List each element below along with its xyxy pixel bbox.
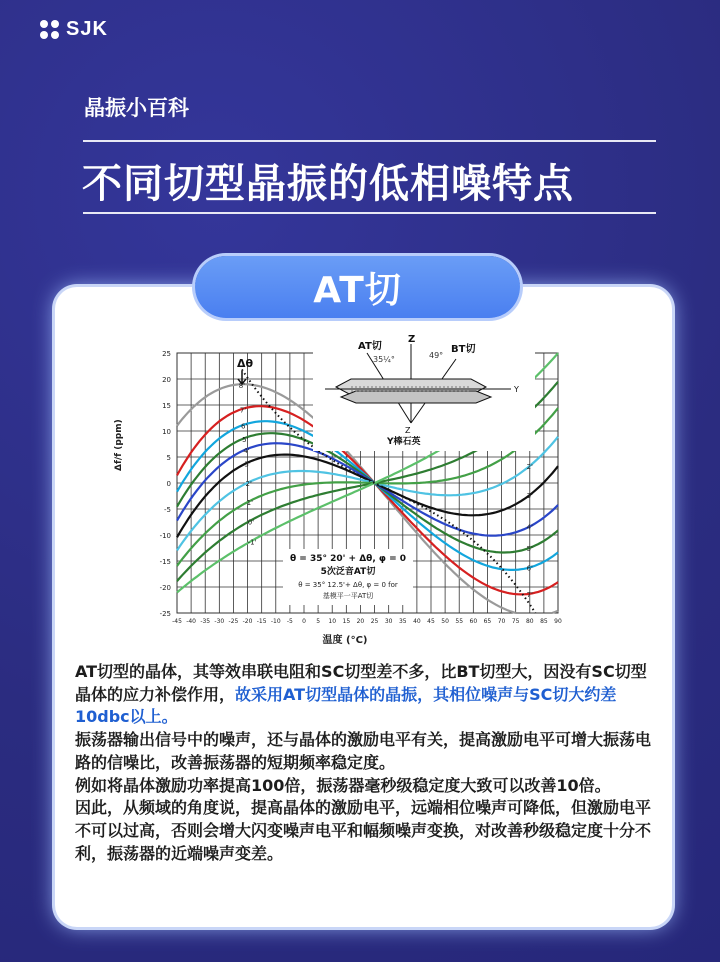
y-tick-label: 5 [166,454,171,462]
body-paragraph-1: AT切型的晶体，其等效串联电阻和SC切型差不多，比BT切型大，因没有SC切型晶体的应力补偿作用，故采用AT切型晶体的晶振，其相位噪声与SC切大约差10dbc以上。 [75,662,647,727]
curve-label-right: 6' [526,564,533,573]
x-tick-label: -10 [270,618,281,625]
x-tick-label: 40 [413,618,421,625]
x-tick-label: 65 [483,618,492,625]
series-subtitle: 晶振小百科 [84,96,189,120]
chart-ylabel: Δf/f (ppm) [114,419,124,471]
inset-bottom-label: Y棒石英 [387,437,421,447]
at-cut-frequency-temperature-chart [111,331,579,650]
x-tick-label: 10 [328,618,337,625]
x-tick-label: 85 [540,618,548,625]
crystal-cut-inset [313,333,535,451]
x-tick-label: 80 [525,618,534,625]
section-tab [195,256,520,318]
chart-annotation-box [283,549,413,605]
top-divider [83,140,656,142]
x-tick-label: 25 [370,618,379,625]
x-tick-label: 35 [398,618,407,625]
x-tick-label: 30 [384,618,393,625]
curve-label-left: 3' [244,460,251,469]
y-tick-label: 15 [162,402,171,410]
x-tick-label: 75 [511,618,520,625]
curve-label-left: 7' [239,406,247,415]
inset-z-bottom: Z [405,426,411,435]
chart-xlabel: 温度 (°C) [322,635,368,646]
body-text [75,661,655,865]
bottom-divider [83,212,656,214]
x-tick-label: 45 [427,618,435,625]
curve-label-right: 2' [526,462,533,471]
x-tick-label: -30 [214,618,225,625]
x-tick-label: 0 [302,618,306,625]
inset-y-axis: Y [514,385,519,394]
x-tick-label: 5 [316,618,321,625]
page-title: 不同切型晶振的低相噪特点 [82,161,574,207]
curve-label-right: 3' [526,491,533,500]
delta-theta-label: Δθ [237,357,254,370]
body-paragraph-2: 振荡器输出信号中的噪声，还与晶体的激励电平有关，提高激励电平可增大振荡电路的信噪比，改善振荡器的短期频率稳定度。 [75,730,652,772]
y-tick-label: -20 [159,584,171,592]
logo-icon [40,20,60,40]
curve-label-left: 0' [247,518,255,527]
y-tick-label: -5 [164,506,171,514]
y-tick-label: -15 [159,558,171,566]
curve-label-left: 6' [240,422,248,431]
curve-label-left: -1' [247,538,257,547]
curve-label-left: 4' [243,447,250,456]
y-tick-label: -25 [159,610,171,618]
y-tick-label: 20 [162,376,171,384]
brand-logo [40,18,108,41]
x-tick-label: -15 [256,618,267,625]
curve-label-left: 5' [242,435,249,444]
section-tab-label: AT切 [313,269,402,311]
curve-label-right: 4' [526,523,533,532]
inset-z-top: Z [408,334,416,345]
body-paragraph-3: 例如将晶体激励功率提高100倍，振荡器毫秒级稳定度大致可以改善10倍。 [75,775,611,795]
curve-label-right: 7' [526,590,533,599]
y-tick-label: 25 [162,350,171,358]
inset-at-label: AT切 [358,341,382,352]
annotation-line1: θ = 35° 20' + Δθ, φ = 0 [289,554,407,564]
annotation-line3: θ = 35° 12.5'+ Δθ, φ = 0 for [298,581,398,589]
x-tick-label: -20 [242,618,253,625]
x-tick-label: 70 [497,618,506,625]
y-tick-label: 10 [162,428,171,436]
x-tick-label: -25 [228,618,239,625]
body-paragraph-4: 因此，从频域的角度说，提高晶体的激励电平，远端相位噪声可降低，但激励电平不可以过高，否则会增大闪变噪声电平和幅频噪声变换，对改善秒级稳定度十分不利，振荡器的近端噪声变差。 [75,798,652,863]
curve-label-left: 8' [238,382,246,391]
x-tick-label: 55 [455,618,464,625]
inset-bt-angle: 49° [429,351,444,360]
inset-at-angle: 35¼° [373,355,395,364]
highlighted-text: 故采用AT切型晶体的晶振，其相位噪声与SC切大约差10dbc以上。 [75,684,617,727]
y-tick-label: 0 [166,480,171,488]
x-tick-label: -5 [286,618,293,625]
x-tick-label: 60 [469,618,478,625]
curve-label-left: 2' [245,480,252,489]
x-tick-label: -45 [172,618,182,625]
curve-label-left: 1' [246,498,254,507]
inset-bt-label: BT切 [451,344,476,355]
x-tick-label: 15 [342,618,351,625]
annotation-line2: 5次泛音AT切 [320,567,376,577]
annotation-line4: 基模平一平AT切 [322,592,374,600]
curve-label-right: 5' [526,544,533,553]
x-tick-label: -40 [186,618,197,625]
x-tick-label: 90 [554,618,562,625]
y-tick-label: -10 [159,532,171,540]
x-tick-label: 20 [356,618,365,625]
x-tick-label: 50 [441,618,449,625]
brand-name: SJK [66,18,108,40]
x-tick-label: -35 [200,618,211,625]
